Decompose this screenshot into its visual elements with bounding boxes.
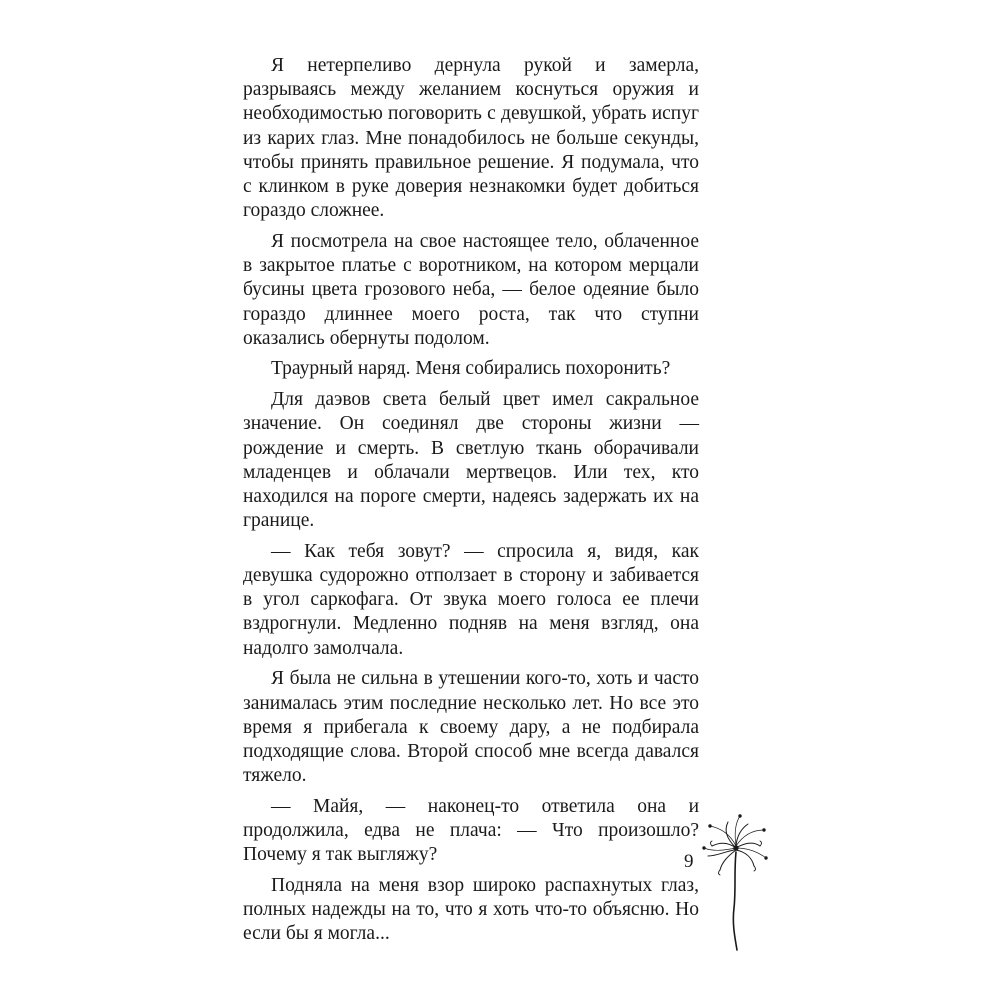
paragraph: Я была не сильна в утешении кого-то, хоть и часто занималась этим последние несколько лет. Но все это время я прибегала к своему дару, а не подбирала подходящие слова. Второй способ мне всегда давался тяжело. [243,668,699,787]
paragraph: Для даэвов света белый цвет имел сакральное значение. Он соединял две стороны жизни — рождение и смерть. В светлую ткань оборачивали младенцев и облачали мертвецов. Или тех, кто находился на пороге смерти, надеясь задержать их на границе. [243,389,699,532]
paragraph: — Майя, — наконец-то ответила она и продолжила, едва не плача: — Что произошло? Почему я так выгляжу? [243,795,699,866]
paragraph: — Как тебя зовут? — спросила я, видя, как девушка судорожно отползает в сторону и забивается в угол саркофага. От звука моего голоса ее плечи вздрогнули. Медленно подняв на меня взгляд, она надолго замолчала. [243,540,699,659]
paragraph: Я посмотрела на свое настоящее тело, облаченное в закрытое платье с воротником, на котором мерцали бусины цвета грозового неба, — белое одеяние было гораздо длиннее моего роста, так что ступни оказались обернуты подолом. [243,230,699,349]
body-text [243,54,699,947]
paragraph: Траурный наряд. Меня собирались похоронить? [271,358,671,380]
page-number: 9 [684,851,694,872]
paragraph: Я нетерпеливо дернула рукой и замерла, разрываясь между желанием коснуться оружия и необходимостью поговорить с девушкой, убрать испуг из карих глаз. Мне понадобилось не больше секунды, чтобы принять правильное решение. Я подумала, что с клинком в руке доверия незнакомки будет добиться гораздо сложнее. [243,55,699,222]
paragraph: Подняла на меня взор широко распахнутых глаз, полных надежды на то, что я хоть что-то объясню. Но если бы я могла... [243,875,699,945]
flower-icon [690,812,770,952]
